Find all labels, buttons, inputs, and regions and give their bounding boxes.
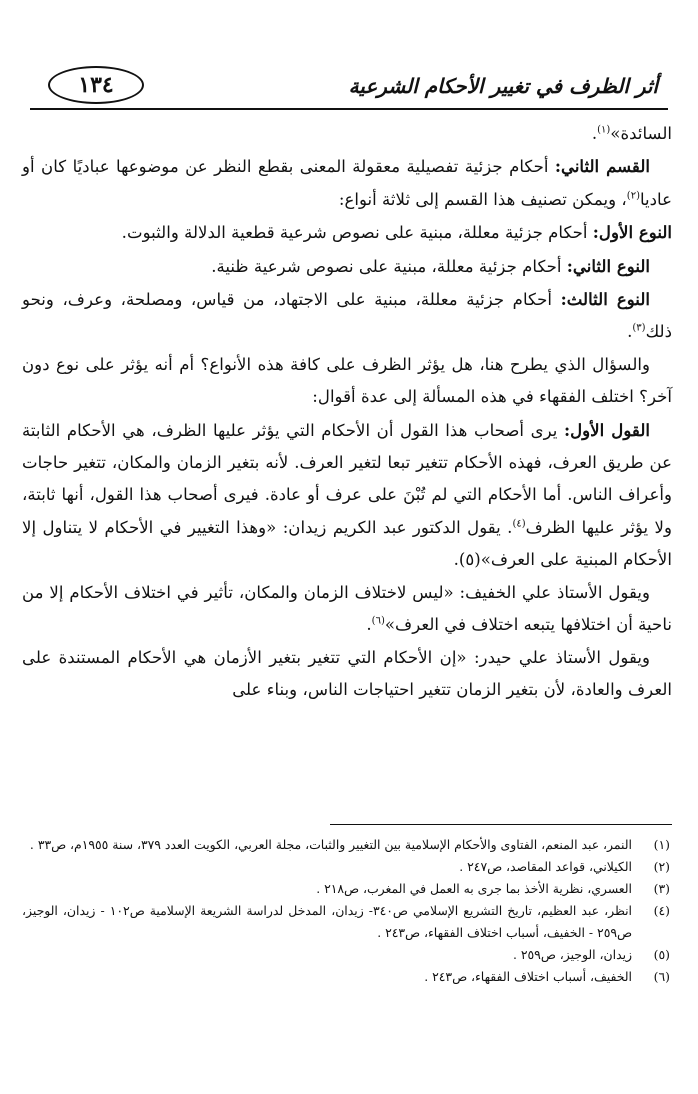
paragraph-text: السائدة» bbox=[610, 124, 672, 143]
paragraph-lead: النوع الثالث: bbox=[560, 289, 650, 310]
paragraph-text-continued: . bbox=[591, 124, 598, 143]
body-paragraph bbox=[22, 642, 672, 707]
paragraph-text: ويقول الأستاذ علي حيدر: «إن الأحكام التي تتغير بتغير الأزمان هي الأحكام المستندة على العرف والعادة، لأن بتغير الزمان تتغير احتياجات الناس، وبناء على bbox=[22, 647, 672, 699]
footnotes bbox=[22, 834, 672, 988]
body-paragraph bbox=[22, 577, 672, 642]
paragraph-lead: النوع الأول: bbox=[592, 222, 672, 243]
footnote bbox=[22, 900, 672, 944]
footnote bbox=[22, 834, 672, 856]
footnote-number: (١) bbox=[653, 837, 670, 852]
footnote bbox=[22, 856, 672, 878]
paragraph-text: أحكام جزئية تفصيلية معقولة المعنى بقطع النظر عن موضوعها عباديًا كان أو عاديا bbox=[22, 157, 672, 209]
footnote-text: زيدان، الوجيز، ص٢٥٩ . bbox=[512, 947, 632, 962]
body-paragraph bbox=[22, 216, 672, 249]
footnote-text: العسري، نظرية الأخذ بما جرى به العمل في المغرب، ص٢١٨ . bbox=[316, 881, 632, 896]
body-paragraph bbox=[22, 349, 672, 414]
footnote-ref: (٣) bbox=[632, 322, 646, 334]
footnote-number: (٦) bbox=[653, 969, 670, 984]
footnote bbox=[22, 944, 672, 966]
footnote-text: الكيلاني، قواعد المقاصد، ص٢٤٧ . bbox=[459, 859, 632, 874]
body-paragraph bbox=[22, 118, 672, 150]
paragraph-text-continued: ، ويمكن تصنيف هذا القسم إلى ثلاثة أنواع: bbox=[338, 189, 627, 209]
body-paragraph bbox=[22, 250, 672, 283]
paragraph-text: يرى أصحاب هذا القول أن الأحكام التي يؤثر عليها الظرف، هي الأحكام الثابتة عن طريق العرف، فهذه الأحكام تتغير تبعا لتغير العرف. لأنه بتغير الزمان والمكان، تتغير حاجات وأعراف الناس. أما الأحكام التي لم تُبْنَ على عرف أو عادة. فيرى أصحاب هذا القول، أنها ثابتة، ولا يؤثر عليها الظرف bbox=[22, 420, 672, 537]
running-title: أثر الظرف في تغيير الأحكام الشرعية bbox=[348, 74, 658, 98]
body-paragraph bbox=[22, 283, 672, 349]
page-number: ١٣٤ bbox=[48, 66, 144, 104]
footnote-ref: (١) bbox=[597, 124, 611, 136]
body-paragraph bbox=[22, 414, 672, 577]
footnote-ref: (٦) bbox=[371, 615, 385, 627]
footnote-number: (٤) bbox=[653, 903, 670, 918]
footnote-ref: (٢) bbox=[626, 190, 640, 202]
footnote-text: النمر، عبد المنعم، الفتاوى والأحكام الإسلامية بين التغيير والثبات، مجلة العربي، الكويت العدد ٣٧٩، سنة ١٩٥٥م، ص٣٣ . bbox=[29, 837, 632, 852]
footnote-ref: (٤) bbox=[512, 518, 526, 530]
paragraph-text-continued: . bbox=[627, 322, 633, 342]
footnote-divider bbox=[330, 824, 672, 825]
paragraph-lead: النوع الثاني: bbox=[566, 255, 650, 276]
body-paragraph bbox=[22, 150, 672, 216]
paragraph-text: أحكام جزئية معللة، مبنية على نصوص شرعية ظنية. bbox=[211, 256, 567, 276]
paragraph-text: ويقول الأستاذ علي الخفيف: «ليس لاختلاف الزمان والمكان، تأثير في اختلاف الأحكام إلا من ناحية أن اختلافها يتبعه اختلاف في العرف» bbox=[22, 582, 672, 635]
paragraph-text-continued: . يقول الدكتور عبد الكريم زيدان: «وهذا التغيير في الأحكام لا يتناول إلا الأحكام المبنية على العرف»(٥). bbox=[22, 517, 672, 570]
paragraph-text: أحكام جزئية معللة، مبنية على نصوص شرعية قطعية الدلالة والثبوت. bbox=[121, 223, 593, 243]
footnote-text: الخفيف، أسباب اختلاف الفقهاء، ص٢٤٣ . bbox=[424, 969, 632, 984]
header-divider bbox=[30, 108, 668, 110]
footnote bbox=[22, 966, 672, 988]
paragraph-text-continued: . bbox=[366, 615, 372, 635]
footnote-text: انظر، عبد العظيم، تاريخ التشريع الإسلامي ص٣٤٠- زيدان، المدخل لدراسة الشريعة الإسلامية ص١٠٢ - زيدان، الوجيز، ص٢٥٩ - الخفيف، أسباب اختلاف الفقهاء، ص٢٤٣ . bbox=[22, 903, 633, 940]
paragraph-lead: القسم الثاني: bbox=[554, 156, 650, 177]
footnote-number: (٢) bbox=[653, 859, 670, 874]
footnote bbox=[22, 878, 672, 900]
page-header bbox=[30, 66, 668, 110]
footnote-number: (٥) bbox=[653, 947, 670, 962]
paragraph-lead: القول الأول: bbox=[563, 419, 650, 440]
body-text bbox=[22, 118, 672, 706]
paragraph-text: أحكام جزئية معللة، مبنية على الاجتهاد، من قياس، ومصلحة، وعرف، ونحو ذلك bbox=[22, 290, 672, 342]
footnote-number: (٣) bbox=[653, 881, 670, 896]
paragraph-text: والسؤال الذي يطرح هنا، هل يؤثر الظرف على كافة هذه الأنواع؟ أم أنه يؤثر على نوع دون آخر؟ اختلف الفقهاء في هذه المسألة إلى عدة أقوال: bbox=[22, 354, 672, 407]
